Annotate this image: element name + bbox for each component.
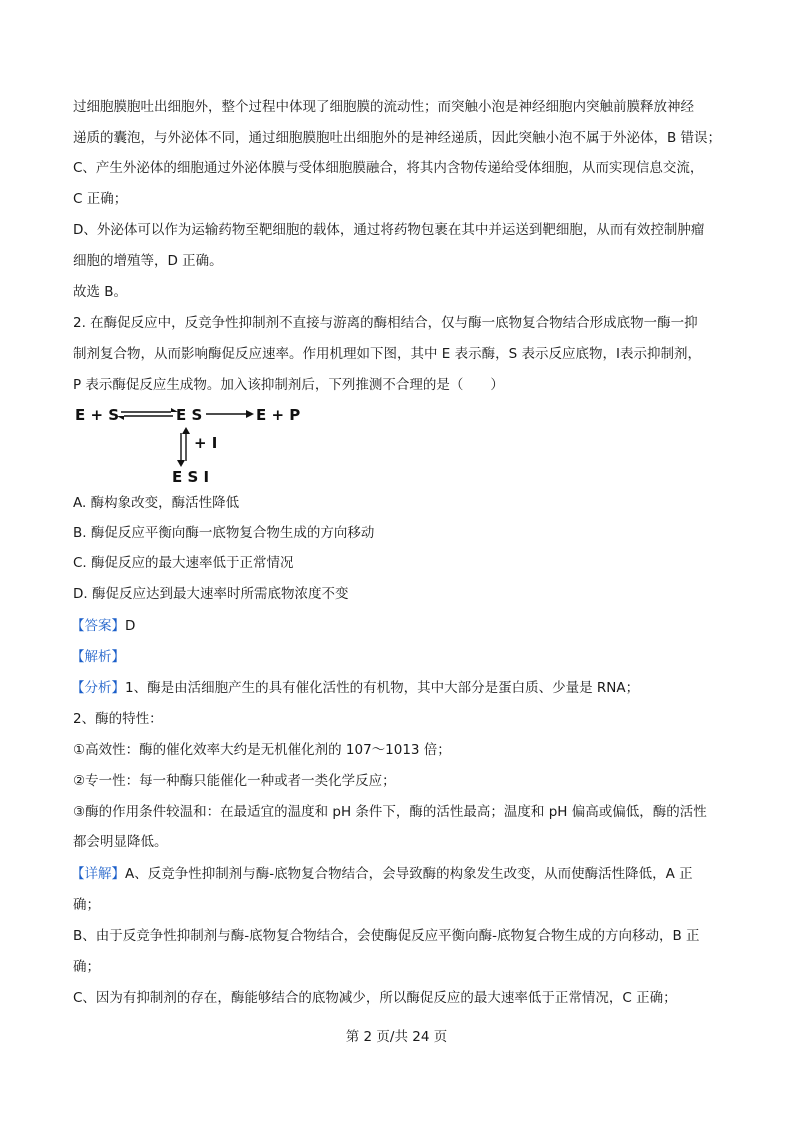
- option-c: C. 酶促反应的最大速率低于正常情况: [73, 555, 294, 571]
- analysis-line: C、因为有抑制剂的存在，酶能够结合的底物减少，所以酶促反应的最大速率低于正常情况，C 正确；: [73, 990, 677, 1006]
- question-stem-line: 2. 在酶促反应中，反竞争性抑制剂不直接与游离的酶相结合，仅与酶一底物复合物结合形成底物一酶一抑: [73, 315, 698, 331]
- fenxi-label: 【分析】: [71, 680, 125, 696]
- analysis-line: B、由于反竞争性抑制剂与酶-底物复合物结合，会使酶促反应平衡向酶-底物复合物生成的方向移动，B 正: [73, 928, 700, 944]
- e-plus-s-label: E + S: [75, 406, 120, 424]
- text-line: 过细胞膜胞吐出细胞外，整个过程中体现了细胞膜的流动性；而突触小泡是神经细胞内突触前膜释放神经: [73, 99, 694, 115]
- text-line: 故选 B。: [73, 284, 128, 300]
- analysis-line: [71, 864, 693, 884]
- analysis-line: ③酶的作用条件较温和：在最适宜的温度和 pH 条件下，酶的活性最高；温度和 pH 偏高或偏低，酶的活性: [73, 804, 707, 820]
- esi-label: E S I: [172, 468, 210, 486]
- analysis-line: ②专一性：每一种酶只能催化一种或者一类化学反应；: [73, 773, 396, 789]
- option-d: D. 酶促反应达到最大速率时所需底物浓度不变: [73, 586, 349, 602]
- page-footer: 第 2 页/共 24 页: [345, 1029, 448, 1045]
- vertical-reversible-arrow: [177, 427, 190, 467]
- analysis-line: 都会明显降低。: [73, 834, 168, 850]
- e-plus-p-label: E + P: [256, 406, 301, 424]
- forward-arrow: [206, 410, 254, 418]
- question-stem-line: P 表示酶促反应生成物。加入该抑制剂后，下列推测不合理的是（ ）: [73, 377, 504, 393]
- analysis-line: ①高效性：酶的催化效率大约是无机催化剂的 107～1013 倍；: [73, 742, 451, 758]
- text-line: C 正确；: [73, 191, 128, 207]
- option-b: B. 酶促反应平衡向酶一底物复合物生成的方向移动: [73, 525, 375, 541]
- answer-line: [71, 616, 135, 636]
- xiangjie-label: 【详解】: [71, 866, 125, 882]
- text-line: 细胞的增殖等，D 正确。: [73, 253, 223, 269]
- answer-value: D: [125, 618, 136, 634]
- analysis-text: 1、酶是由活细胞产生的具有催化活性的有机物，其中大部分是蛋白质、少量是 RNA；: [125, 680, 640, 696]
- question-stem-line: 制剂复合物，从而影响酶促反应速率。作用机理如下图，其中 E 表示酶，S 表示反应底物，Ⅰ表示抑制剂，: [73, 346, 701, 362]
- enzyme-inhibition-diagram: [73, 403, 333, 488]
- analysis-label: 【解析】: [71, 649, 125, 665]
- analysis-line: 2、酶的特性：: [73, 711, 163, 727]
- plus-i-label: + I: [194, 434, 218, 452]
- text-line: 递质的囊泡，与外泌体不同，通过细胞膜胞吐出细胞外的是神经递质，因此突触小泡不属于外泌体，B 错误；: [73, 130, 722, 146]
- analysis-line: 确；: [73, 897, 100, 913]
- analysis-line: [71, 678, 639, 698]
- text-line: C、产生外泌体的细胞通过外泌体膜与受体细胞膜融合，将其内含物传递给受体细胞，从而实现信息交流，: [73, 160, 704, 176]
- text-line: D、外泌体可以作为运输药物至靶细胞的载体，通过将药物包裹在其中并运送到靶细胞，从而有效控制肿瘤: [73, 222, 705, 238]
- es-label: E S: [176, 406, 203, 424]
- analysis-text: A、反竞争性抑制剂与酶-底物复合物结合，会导致酶的构象发生改变，从而使酶活性降低，A 正: [125, 866, 693, 882]
- answer-label: 【答案】: [71, 618, 125, 634]
- reversible-arrow: [117, 408, 178, 420]
- analysis-line: 确；: [73, 959, 100, 975]
- option-a: A. 酶构象改变，酶活性降低: [73, 495, 240, 511]
